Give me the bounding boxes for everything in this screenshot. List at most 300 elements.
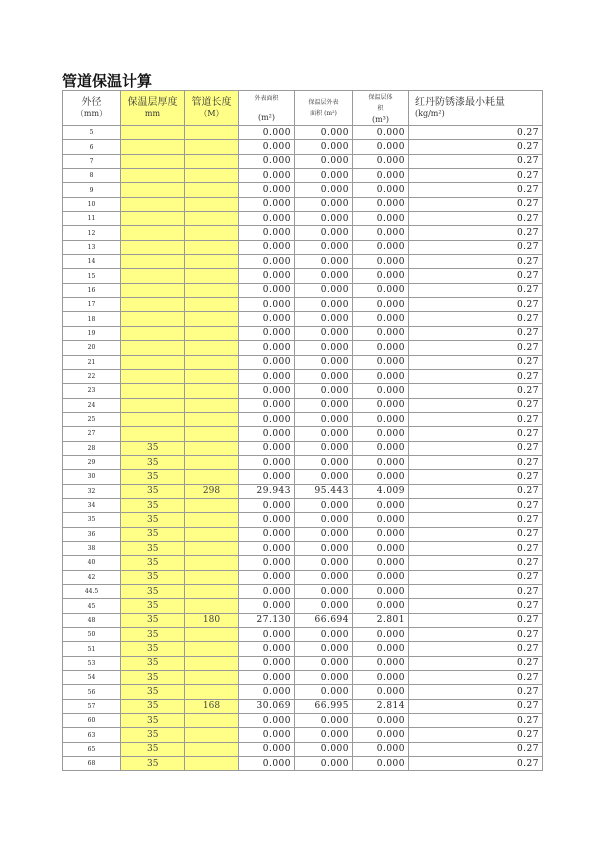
outer-area-cell[interactable]: 0.000 — [239, 441, 295, 455]
insulation-volume-cell[interactable]: 0.000 — [353, 714, 409, 728]
outer-area-cell[interactable]: 0.000 — [239, 255, 295, 269]
insulation-area-cell[interactable]: 0.000 — [295, 398, 353, 412]
insulation-area-cell[interactable]: 0.000 — [295, 728, 353, 742]
outer-area-cell[interactable]: 0.000 — [239, 412, 295, 426]
insulation-volume-cell[interactable]: 0.000 — [353, 671, 409, 685]
insulation-thickness-cell[interactable] — [121, 255, 185, 269]
paint-consumption-cell[interactable]: 0.27 — [409, 412, 543, 426]
pipe-length-cell[interactable] — [185, 513, 239, 527]
insulation-area-cell[interactable]: 0.000 — [295, 671, 353, 685]
insulation-thickness-cell[interactable]: 35 — [121, 685, 185, 699]
insulation-thickness-cell[interactable] — [121, 283, 185, 297]
insulation-thickness-cell[interactable]: 35 — [121, 570, 185, 584]
outer-diameter-cell[interactable]: 11 — [63, 212, 121, 226]
insulation-thickness-cell[interactable] — [121, 226, 185, 240]
outer-area-cell[interactable]: 30.069 — [239, 699, 295, 713]
pipe-length-cell[interactable] — [185, 183, 239, 197]
outer-diameter-cell[interactable]: 38 — [63, 541, 121, 555]
paint-consumption-cell[interactable]: 0.27 — [409, 384, 543, 398]
paint-consumption-cell[interactable]: 0.27 — [409, 355, 543, 369]
outer-area-cell[interactable]: 0.000 — [239, 541, 295, 555]
insulation-thickness-cell[interactable] — [121, 384, 185, 398]
insulation-thickness-cell[interactable] — [121, 169, 185, 183]
paint-consumption-cell[interactable]: 0.27 — [409, 484, 543, 498]
insulation-thickness-cell[interactable] — [121, 355, 185, 369]
insulation-thickness-cell[interactable]: 35 — [121, 642, 185, 656]
col-header-paint-consumption[interactable]: 红丹防锈漆最小耗量 (kg/m²) — [409, 91, 543, 126]
paint-consumption-cell[interactable]: 0.27 — [409, 212, 543, 226]
outer-diameter-cell[interactable]: 48 — [63, 613, 121, 627]
insulation-volume-cell[interactable]: 0.000 — [353, 240, 409, 254]
outer-diameter-cell[interactable]: 54 — [63, 671, 121, 685]
outer-diameter-cell[interactable]: 5 — [63, 126, 121, 140]
insulation-thickness-cell[interactable]: 35 — [121, 613, 185, 627]
insulation-volume-cell[interactable]: 0.000 — [353, 355, 409, 369]
insulation-area-cell[interactable]: 0.000 — [295, 355, 353, 369]
pipe-length-cell[interactable] — [185, 714, 239, 728]
insulation-area-cell[interactable]: 0.000 — [295, 513, 353, 527]
insulation-area-cell[interactable]: 0.000 — [295, 685, 353, 699]
pipe-length-cell[interactable] — [185, 470, 239, 484]
paint-consumption-cell[interactable]: 0.27 — [409, 326, 543, 340]
pipe-length-cell[interactable] — [185, 685, 239, 699]
insulation-volume-cell[interactable]: 0.000 — [353, 212, 409, 226]
outer-diameter-cell[interactable]: 34 — [63, 498, 121, 512]
paint-consumption-cell[interactable]: 0.27 — [409, 341, 543, 355]
pipe-length-cell[interactable] — [185, 441, 239, 455]
insulation-volume-cell[interactable]: 0.000 — [353, 685, 409, 699]
pipe-length-cell[interactable] — [185, 326, 239, 340]
insulation-volume-cell[interactable]: 0.000 — [353, 585, 409, 599]
pipe-length-cell[interactable] — [185, 126, 239, 140]
col-header-pipe-length[interactable]: 管道长度 （M） — [185, 91, 239, 126]
paint-consumption-cell[interactable]: 0.27 — [409, 671, 543, 685]
outer-diameter-cell[interactable]: 68 — [63, 757, 121, 771]
outer-area-cell[interactable]: 0.000 — [239, 427, 295, 441]
insulation-volume-cell[interactable]: 0.000 — [353, 498, 409, 512]
insulation-area-cell[interactable]: 0.000 — [295, 455, 353, 469]
insulation-volume-cell[interactable]: 2.814 — [353, 699, 409, 713]
outer-diameter-cell[interactable]: 27 — [63, 427, 121, 441]
paint-consumption-cell[interactable]: 0.27 — [409, 613, 543, 627]
outer-diameter-cell[interactable]: 9 — [63, 183, 121, 197]
insulation-thickness-cell[interactable]: 35 — [121, 699, 185, 713]
outer-diameter-cell[interactable]: 50 — [63, 628, 121, 642]
insulation-thickness-cell[interactable]: 35 — [121, 455, 185, 469]
insulation-area-cell[interactable]: 0.000 — [295, 226, 353, 240]
paint-consumption-cell[interactable]: 0.27 — [409, 642, 543, 656]
outer-area-cell[interactable]: 0.000 — [239, 513, 295, 527]
outer-area-cell[interactable]: 0.000 — [239, 226, 295, 240]
insulation-thickness-cell[interactable] — [121, 269, 185, 283]
pipe-length-cell[interactable]: 168 — [185, 699, 239, 713]
outer-area-cell[interactable]: 0.000 — [239, 140, 295, 154]
insulation-area-cell[interactable]: 0.000 — [295, 498, 353, 512]
insulation-volume-cell[interactable]: 0.000 — [353, 398, 409, 412]
pipe-length-cell[interactable] — [185, 599, 239, 613]
insulation-volume-cell[interactable]: 0.000 — [353, 742, 409, 756]
insulation-thickness-cell[interactable] — [121, 183, 185, 197]
insulation-thickness-cell[interactable]: 35 — [121, 556, 185, 570]
paint-consumption-cell[interactable]: 0.27 — [409, 498, 543, 512]
insulation-volume-cell[interactable]: 0.000 — [353, 298, 409, 312]
outer-area-cell[interactable]: 0.000 — [239, 384, 295, 398]
outer-diameter-cell[interactable]: 29 — [63, 455, 121, 469]
pipe-length-cell[interactable] — [185, 226, 239, 240]
outer-diameter-cell[interactable]: 23 — [63, 384, 121, 398]
insulation-volume-cell[interactable]: 0.000 — [353, 140, 409, 154]
insulation-volume-cell[interactable]: 0.000 — [353, 541, 409, 555]
outer-diameter-cell[interactable]: 40 — [63, 556, 121, 570]
paint-consumption-cell[interactable]: 0.27 — [409, 183, 543, 197]
insulation-volume-cell[interactable]: 0.000 — [353, 341, 409, 355]
pipe-length-cell[interactable]: 298 — [185, 484, 239, 498]
insulation-volume-cell[interactable]: 0.000 — [353, 455, 409, 469]
insulation-volume-cell[interactable]: 0.000 — [353, 169, 409, 183]
paint-consumption-cell[interactable]: 0.27 — [409, 728, 543, 742]
insulation-volume-cell[interactable]: 0.000 — [353, 384, 409, 398]
paint-consumption-cell[interactable]: 0.27 — [409, 656, 543, 670]
outer-area-cell[interactable]: 0.000 — [239, 154, 295, 168]
insulation-volume-cell[interactable]: 0.000 — [353, 513, 409, 527]
outer-area-cell[interactable]: 0.000 — [239, 455, 295, 469]
paint-consumption-cell[interactable]: 0.27 — [409, 269, 543, 283]
outer-area-cell[interactable]: 0.000 — [239, 685, 295, 699]
paint-consumption-cell[interactable]: 0.27 — [409, 169, 543, 183]
insulation-area-cell[interactable]: 0.000 — [295, 470, 353, 484]
col-header-outer-area[interactable]: 外表面积 (m²) — [239, 91, 295, 126]
paint-consumption-cell[interactable]: 0.27 — [409, 455, 543, 469]
outer-area-cell[interactable]: 0.000 — [239, 169, 295, 183]
insulation-thickness-cell[interactable] — [121, 412, 185, 426]
insulation-area-cell[interactable]: 0.000 — [295, 570, 353, 584]
insulation-volume-cell[interactable]: 0.000 — [353, 642, 409, 656]
outer-diameter-cell[interactable]: 28 — [63, 441, 121, 455]
outer-diameter-cell[interactable]: 32 — [63, 484, 121, 498]
outer-diameter-cell[interactable]: 13 — [63, 240, 121, 254]
paint-consumption-cell[interactable]: 0.27 — [409, 470, 543, 484]
insulation-volume-cell[interactable]: 0.000 — [353, 470, 409, 484]
outer-area-cell[interactable]: 0.000 — [239, 355, 295, 369]
pipe-length-cell[interactable] — [185, 427, 239, 441]
outer-area-cell[interactable]: 0.000 — [239, 728, 295, 742]
insulation-volume-cell[interactable]: 0.000 — [353, 283, 409, 297]
outer-area-cell[interactable]: 27.130 — [239, 613, 295, 627]
insulation-area-cell[interactable]: 0.000 — [295, 656, 353, 670]
outer-diameter-cell[interactable]: 10 — [63, 197, 121, 211]
insulation-area-cell[interactable]: 0.000 — [295, 169, 353, 183]
insulation-area-cell[interactable]: 0.000 — [295, 642, 353, 656]
paint-consumption-cell[interactable]: 0.27 — [409, 240, 543, 254]
insulation-area-cell[interactable]: 0.000 — [295, 126, 353, 140]
outer-diameter-cell[interactable]: 8 — [63, 169, 121, 183]
pipe-length-cell[interactable] — [185, 341, 239, 355]
insulation-area-cell[interactable]: 66.694 — [295, 613, 353, 627]
insulation-thickness-cell[interactable] — [121, 341, 185, 355]
insulation-thickness-cell[interactable]: 35 — [121, 742, 185, 756]
insulation-thickness-cell[interactable]: 35 — [121, 599, 185, 613]
pipe-length-cell[interactable] — [185, 255, 239, 269]
insulation-area-cell[interactable]: 0.000 — [295, 269, 353, 283]
outer-diameter-cell[interactable]: 42 — [63, 570, 121, 584]
paint-consumption-cell[interactable]: 0.27 — [409, 298, 543, 312]
insulation-area-cell[interactable]: 0.000 — [295, 212, 353, 226]
pipe-length-cell[interactable] — [185, 169, 239, 183]
pipe-length-cell[interactable] — [185, 527, 239, 541]
paint-consumption-cell[interactable]: 0.27 — [409, 255, 543, 269]
insulation-area-cell[interactable]: 0.000 — [295, 183, 353, 197]
outer-area-cell[interactable]: 29.943 — [239, 484, 295, 498]
paint-consumption-cell[interactable]: 0.27 — [409, 140, 543, 154]
pipe-length-cell[interactable] — [185, 154, 239, 168]
paint-consumption-cell[interactable]: 0.27 — [409, 441, 543, 455]
pipe-length-cell[interactable] — [185, 642, 239, 656]
paint-consumption-cell[interactable]: 0.27 — [409, 699, 543, 713]
paint-consumption-cell[interactable]: 0.27 — [409, 283, 543, 297]
outer-area-cell[interactable]: 0.000 — [239, 398, 295, 412]
outer-diameter-cell[interactable]: 6 — [63, 140, 121, 154]
outer-area-cell[interactable]: 0.000 — [239, 714, 295, 728]
insulation-area-cell[interactable]: 0.000 — [295, 441, 353, 455]
outer-area-cell[interactable]: 0.000 — [239, 269, 295, 283]
insulation-thickness-cell[interactable]: 35 — [121, 541, 185, 555]
insulation-area-cell[interactable]: 0.000 — [295, 197, 353, 211]
insulation-volume-cell[interactable]: 0.000 — [353, 656, 409, 670]
outer-area-cell[interactable]: 0.000 — [239, 326, 295, 340]
col-header-insulation-thickness[interactable]: 保温层厚度 mm — [121, 91, 185, 126]
outer-diameter-cell[interactable]: 44.5 — [63, 585, 121, 599]
outer-diameter-cell[interactable]: 18 — [63, 312, 121, 326]
paint-consumption-cell[interactable]: 0.27 — [409, 513, 543, 527]
pipe-length-cell[interactable] — [185, 656, 239, 670]
insulation-area-cell[interactable]: 0.000 — [295, 527, 353, 541]
outer-area-cell[interactable]: 0.000 — [239, 527, 295, 541]
insulation-area-cell[interactable]: 0.000 — [295, 742, 353, 756]
insulation-area-cell[interactable]: 0.000 — [295, 599, 353, 613]
insulation-volume-cell[interactable]: 0.000 — [353, 728, 409, 742]
insulation-area-cell[interactable]: 0.000 — [295, 556, 353, 570]
insulation-area-cell[interactable]: 0.000 — [295, 283, 353, 297]
pipe-length-cell[interactable] — [185, 269, 239, 283]
insulation-thickness-cell[interactable]: 35 — [121, 484, 185, 498]
col-header-insulation-outer-area[interactable]: 保温层外表 面积 (m²) — [295, 91, 353, 126]
insulation-volume-cell[interactable]: 0.000 — [353, 628, 409, 642]
outer-area-cell[interactable]: 0.000 — [239, 628, 295, 642]
insulation-thickness-cell[interactable]: 35 — [121, 585, 185, 599]
outer-area-cell[interactable]: 0.000 — [239, 742, 295, 756]
insulation-volume-cell[interactable]: 2.801 — [353, 613, 409, 627]
pipe-length-cell[interactable] — [185, 556, 239, 570]
insulation-volume-cell[interactable]: 0.000 — [353, 183, 409, 197]
pipe-length-cell[interactable] — [185, 212, 239, 226]
paint-consumption-cell[interactable]: 0.27 — [409, 126, 543, 140]
outer-diameter-cell[interactable]: 60 — [63, 714, 121, 728]
outer-diameter-cell[interactable]: 20 — [63, 341, 121, 355]
insulation-thickness-cell[interactable]: 35 — [121, 470, 185, 484]
outer-area-cell[interactable]: 0.000 — [239, 298, 295, 312]
insulation-area-cell[interactable]: 0.000 — [295, 714, 353, 728]
outer-diameter-cell[interactable]: 30 — [63, 470, 121, 484]
pipe-length-cell[interactable] — [185, 398, 239, 412]
insulation-volume-cell[interactable]: 0.000 — [353, 599, 409, 613]
paint-consumption-cell[interactable]: 0.27 — [409, 527, 543, 541]
insulation-thickness-cell[interactable] — [121, 369, 185, 383]
pipe-length-cell[interactable] — [185, 585, 239, 599]
pipe-length-cell[interactable] — [185, 728, 239, 742]
pipe-length-cell[interactable] — [185, 355, 239, 369]
paint-consumption-cell[interactable]: 0.27 — [409, 197, 543, 211]
outer-area-cell[interactable]: 0.000 — [239, 556, 295, 570]
outer-diameter-cell[interactable]: 53 — [63, 656, 121, 670]
insulation-volume-cell[interactable]: 0.000 — [353, 427, 409, 441]
paint-consumption-cell[interactable]: 0.27 — [409, 226, 543, 240]
insulation-volume-cell[interactable]: 0.000 — [353, 312, 409, 326]
outer-area-cell[interactable]: 0.000 — [239, 570, 295, 584]
paint-consumption-cell[interactable]: 0.27 — [409, 427, 543, 441]
outer-area-cell[interactable]: 0.000 — [239, 757, 295, 771]
insulation-volume-cell[interactable]: 4.009 — [353, 484, 409, 498]
insulation-area-cell[interactable]: 0.000 — [295, 628, 353, 642]
pipe-length-cell[interactable] — [185, 140, 239, 154]
insulation-area-cell[interactable]: 0.000 — [295, 412, 353, 426]
outer-diameter-cell[interactable]: 57 — [63, 699, 121, 713]
paint-consumption-cell[interactable]: 0.27 — [409, 570, 543, 584]
outer-diameter-cell[interactable]: 7 — [63, 154, 121, 168]
insulation-thickness-cell[interactable]: 35 — [121, 728, 185, 742]
paint-consumption-cell[interactable]: 0.27 — [409, 599, 543, 613]
insulation-volume-cell[interactable]: 0.000 — [353, 126, 409, 140]
pipe-length-cell[interactable] — [185, 298, 239, 312]
insulation-thickness-cell[interactable] — [121, 126, 185, 140]
insulation-volume-cell[interactable]: 0.000 — [353, 556, 409, 570]
insulation-area-cell[interactable]: 0.000 — [295, 757, 353, 771]
outer-diameter-cell[interactable]: 24 — [63, 398, 121, 412]
insulation-area-cell[interactable]: 0.000 — [295, 326, 353, 340]
insulation-area-cell[interactable]: 0.000 — [295, 298, 353, 312]
insulation-volume-cell[interactable]: 0.000 — [353, 757, 409, 771]
col-header-insulation-volume[interactable]: 保温层体 积 (m³) — [353, 91, 409, 126]
insulation-thickness-cell[interactable]: 35 — [121, 498, 185, 512]
outer-diameter-cell[interactable]: 19 — [63, 326, 121, 340]
outer-diameter-cell[interactable]: 35 — [63, 513, 121, 527]
paint-consumption-cell[interactable]: 0.27 — [409, 757, 543, 771]
outer-area-cell[interactable]: 0.000 — [239, 240, 295, 254]
insulation-thickness-cell[interactable] — [121, 326, 185, 340]
outer-diameter-cell[interactable]: 45 — [63, 599, 121, 613]
insulation-thickness-cell[interactable]: 35 — [121, 628, 185, 642]
insulation-thickness-cell[interactable] — [121, 240, 185, 254]
insulation-area-cell[interactable]: 66.995 — [295, 699, 353, 713]
pipe-length-cell[interactable] — [185, 498, 239, 512]
pipe-length-cell[interactable] — [185, 283, 239, 297]
pipe-length-cell[interactable] — [185, 570, 239, 584]
insulation-thickness-cell[interactable]: 35 — [121, 656, 185, 670]
pipe-length-cell[interactable]: 180 — [185, 613, 239, 627]
outer-diameter-cell[interactable]: 63 — [63, 728, 121, 742]
outer-diameter-cell[interactable]: 16 — [63, 283, 121, 297]
outer-area-cell[interactable]: 0.000 — [239, 312, 295, 326]
insulation-area-cell[interactable]: 0.000 — [295, 240, 353, 254]
insulation-thickness-cell[interactable] — [121, 427, 185, 441]
insulation-thickness-cell[interactable] — [121, 212, 185, 226]
outer-area-cell[interactable]: 0.000 — [239, 126, 295, 140]
outer-diameter-cell[interactable]: 21 — [63, 355, 121, 369]
col-header-outer-diameter[interactable]: 外径 （mm） — [63, 91, 121, 126]
insulation-volume-cell[interactable]: 0.000 — [353, 269, 409, 283]
insulation-area-cell[interactable]: 0.000 — [295, 140, 353, 154]
paint-consumption-cell[interactable]: 0.27 — [409, 685, 543, 699]
paint-consumption-cell[interactable]: 0.27 — [409, 541, 543, 555]
paint-consumption-cell[interactable]: 0.27 — [409, 556, 543, 570]
outer-area-cell[interactable]: 0.000 — [239, 585, 295, 599]
pipe-length-cell[interactable] — [185, 541, 239, 555]
outer-diameter-cell[interactable]: 15 — [63, 269, 121, 283]
outer-area-cell[interactable]: 0.000 — [239, 498, 295, 512]
insulation-thickness-cell[interactable]: 35 — [121, 527, 185, 541]
pipe-length-cell[interactable] — [185, 671, 239, 685]
insulation-volume-cell[interactable]: 0.000 — [353, 369, 409, 383]
outer-area-cell[interactable]: 0.000 — [239, 369, 295, 383]
insulation-volume-cell[interactable]: 0.000 — [353, 326, 409, 340]
insulation-thickness-cell[interactable] — [121, 154, 185, 168]
insulation-area-cell[interactable]: 95.443 — [295, 484, 353, 498]
insulation-thickness-cell[interactable]: 35 — [121, 757, 185, 771]
paint-consumption-cell[interactable]: 0.27 — [409, 398, 543, 412]
outer-diameter-cell[interactable]: 56 — [63, 685, 121, 699]
outer-area-cell[interactable]: 0.000 — [239, 283, 295, 297]
outer-diameter-cell[interactable]: 14 — [63, 255, 121, 269]
outer-diameter-cell[interactable]: 22 — [63, 369, 121, 383]
pipe-length-cell[interactable] — [185, 384, 239, 398]
insulation-thickness-cell[interactable]: 35 — [121, 671, 185, 685]
outer-area-cell[interactable]: 0.000 — [239, 212, 295, 226]
insulation-volume-cell[interactable]: 0.000 — [353, 255, 409, 269]
outer-area-cell[interactable]: 0.000 — [239, 197, 295, 211]
outer-area-cell[interactable]: 0.000 — [239, 642, 295, 656]
insulation-area-cell[interactable]: 0.000 — [295, 585, 353, 599]
insulation-thickness-cell[interactable]: 35 — [121, 714, 185, 728]
paint-consumption-cell[interactable]: 0.27 — [409, 585, 543, 599]
insulation-volume-cell[interactable]: 0.000 — [353, 226, 409, 240]
insulation-area-cell[interactable]: 0.000 — [295, 255, 353, 269]
pipe-length-cell[interactable] — [185, 240, 239, 254]
insulation-thickness-cell[interactable] — [121, 298, 185, 312]
insulation-thickness-cell[interactable] — [121, 398, 185, 412]
pipe-length-cell[interactable] — [185, 412, 239, 426]
paint-consumption-cell[interactable]: 0.27 — [409, 312, 543, 326]
pipe-length-cell[interactable] — [185, 455, 239, 469]
outer-area-cell[interactable]: 0.000 — [239, 183, 295, 197]
insulation-area-cell[interactable]: 0.000 — [295, 369, 353, 383]
paint-consumption-cell[interactable]: 0.27 — [409, 369, 543, 383]
insulation-volume-cell[interactable]: 0.000 — [353, 412, 409, 426]
insulation-volume-cell[interactable]: 0.000 — [353, 570, 409, 584]
insulation-area-cell[interactable]: 0.000 — [295, 427, 353, 441]
outer-diameter-cell[interactable]: 51 — [63, 642, 121, 656]
outer-area-cell[interactable]: 0.000 — [239, 599, 295, 613]
pipe-length-cell[interactable] — [185, 628, 239, 642]
insulation-thickness-cell[interactable] — [121, 312, 185, 326]
outer-diameter-cell[interactable]: 17 — [63, 298, 121, 312]
insulation-thickness-cell[interactable]: 35 — [121, 513, 185, 527]
insulation-area-cell[interactable]: 0.000 — [295, 384, 353, 398]
pipe-length-cell[interactable] — [185, 369, 239, 383]
insulation-volume-cell[interactable]: 0.000 — [353, 527, 409, 541]
outer-area-cell[interactable]: 0.000 — [239, 671, 295, 685]
paint-consumption-cell[interactable]: 0.27 — [409, 714, 543, 728]
outer-area-cell[interactable]: 0.000 — [239, 656, 295, 670]
pipe-length-cell[interactable] — [185, 197, 239, 211]
